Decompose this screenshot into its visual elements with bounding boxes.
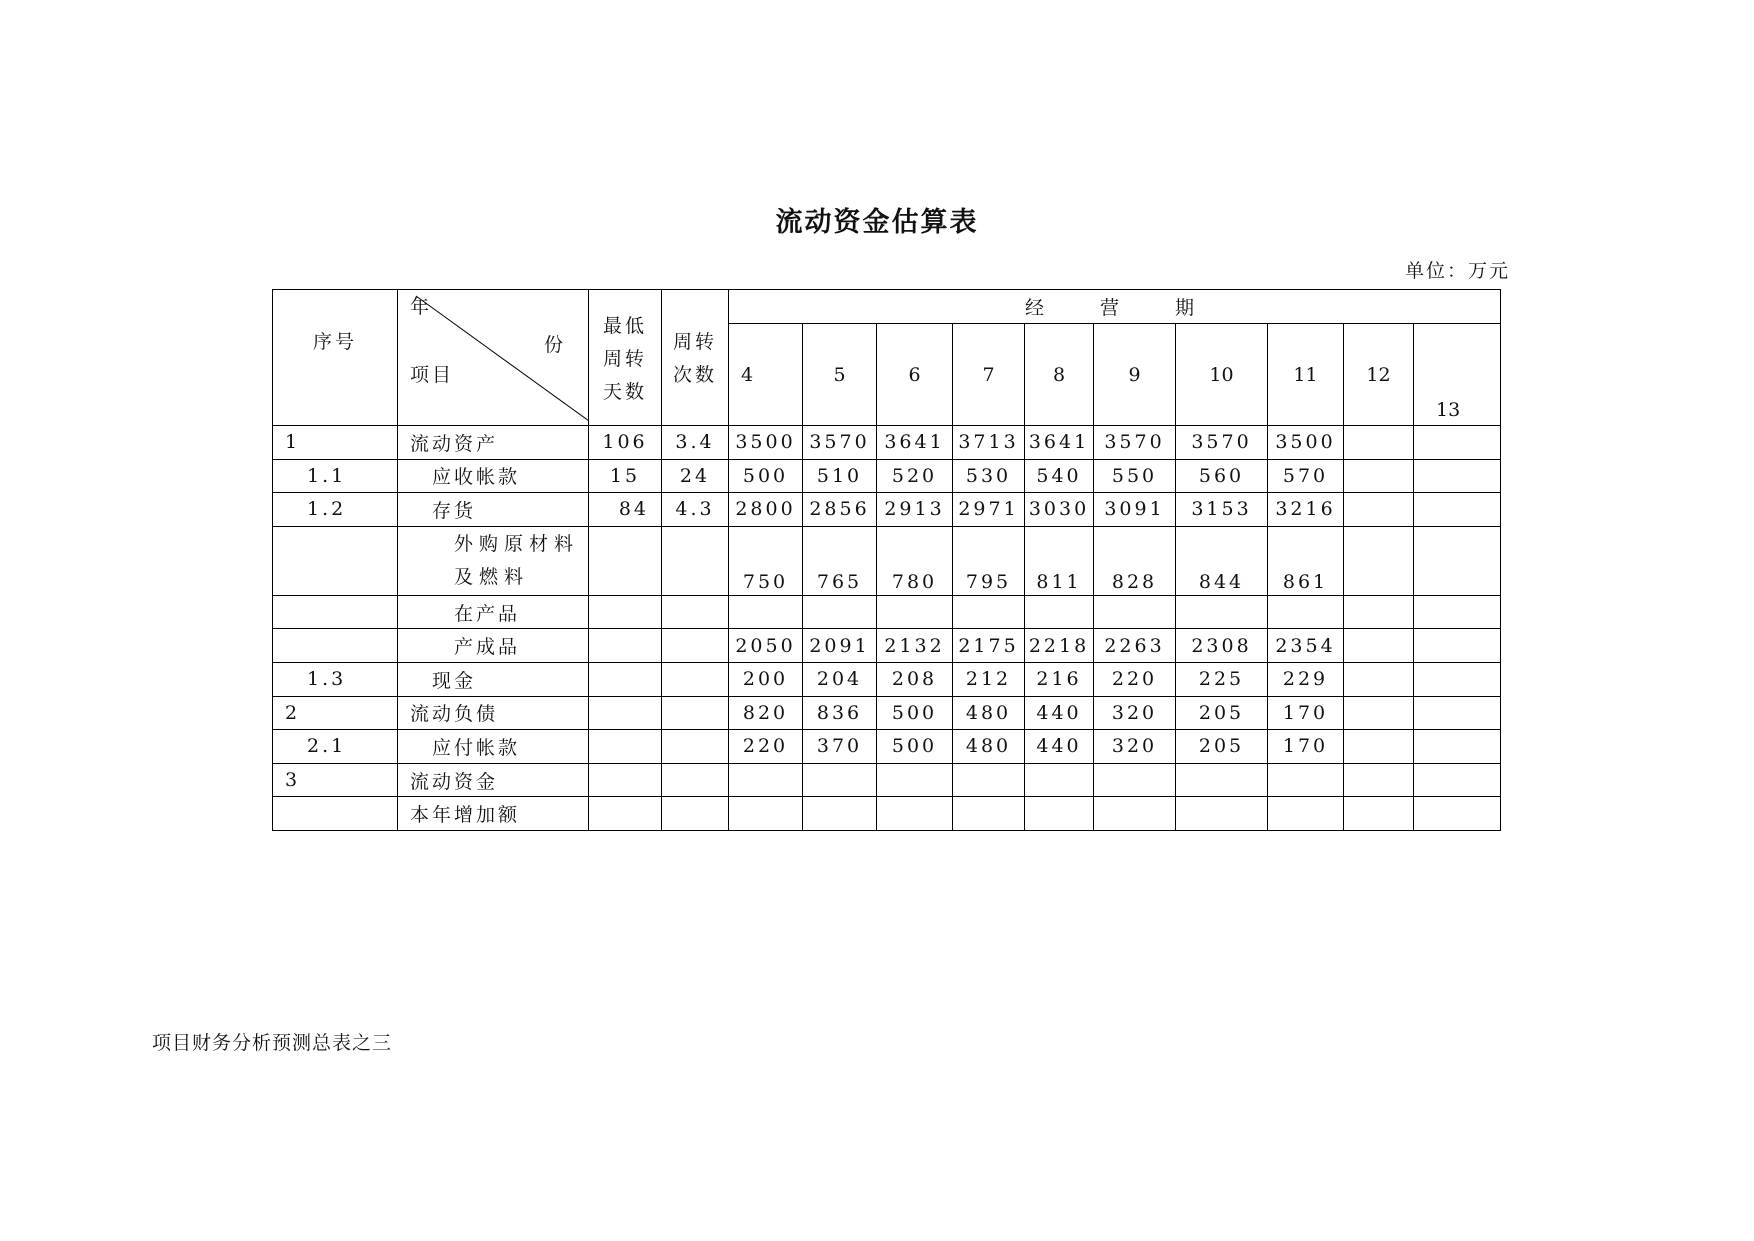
cell-text: 天数 bbox=[602, 381, 647, 403]
table-cell: 370 bbox=[803, 730, 877, 764]
table-cell: 229 bbox=[1268, 662, 1344, 696]
table-cell: 3153 bbox=[1176, 493, 1268, 527]
table-cell: 1.1 bbox=[273, 459, 398, 493]
table-cell: 440 bbox=[1025, 730, 1094, 764]
table-row bbox=[273, 730, 1501, 764]
table-cell bbox=[803, 797, 877, 831]
table-cell: 应付帐款 bbox=[398, 730, 589, 764]
table-cell: 780 bbox=[877, 526, 953, 595]
table-cell bbox=[589, 662, 662, 696]
table-cell bbox=[1344, 797, 1414, 831]
table-cell: 570 bbox=[1268, 459, 1344, 493]
table-cell bbox=[877, 595, 953, 629]
table-cell bbox=[1414, 493, 1501, 527]
table-cell bbox=[589, 730, 662, 764]
table-cell: 828 bbox=[1094, 526, 1176, 595]
header-year-label: 年 bbox=[410, 296, 433, 318]
table-cell: 225 bbox=[1176, 662, 1268, 696]
table-cell bbox=[1414, 595, 1501, 629]
table-cell: 320 bbox=[1094, 696, 1176, 730]
table-cell: 208 bbox=[877, 662, 953, 696]
table-cell: 产成品 bbox=[398, 629, 589, 663]
table-cell: 500 bbox=[877, 730, 953, 764]
table-cell: 3 bbox=[273, 763, 398, 797]
table-cell: 存货 bbox=[398, 493, 589, 527]
table-cell bbox=[1414, 662, 1501, 696]
year-col-10: 10 bbox=[1176, 324, 1268, 426]
table-cell: 500 bbox=[729, 459, 803, 493]
table-row bbox=[273, 629, 1501, 663]
table-cell: 15 bbox=[589, 459, 662, 493]
year-col-4: 4 bbox=[729, 324, 803, 426]
table-cell bbox=[662, 595, 729, 629]
table-cell bbox=[273, 595, 398, 629]
table-cell bbox=[1344, 595, 1414, 629]
table-cell bbox=[1025, 595, 1094, 629]
table-cell: 3570 bbox=[803, 426, 877, 460]
cell-text: 经 bbox=[1025, 297, 1045, 319]
table-cell bbox=[589, 797, 662, 831]
header-diagonal-cell bbox=[398, 290, 589, 426]
table-cell: 24 bbox=[662, 459, 729, 493]
table-cell bbox=[729, 797, 803, 831]
table-cell: 在产品 bbox=[398, 595, 589, 629]
table-cell bbox=[1414, 797, 1501, 831]
table-row bbox=[273, 426, 1501, 460]
header-operating-period bbox=[729, 290, 1501, 324]
header-row-1 bbox=[273, 290, 1501, 324]
table-cell: 530 bbox=[953, 459, 1025, 493]
table-cell: 2 bbox=[273, 696, 398, 730]
table-cell: 2354 bbox=[1268, 629, 1344, 663]
year-col-6: 6 bbox=[877, 324, 953, 426]
table-cell bbox=[589, 595, 662, 629]
table-cell bbox=[273, 797, 398, 831]
table-cell: 212 bbox=[953, 662, 1025, 696]
table-cell: 3570 bbox=[1176, 426, 1268, 460]
table-cell bbox=[1414, 763, 1501, 797]
table-cell bbox=[1344, 426, 1414, 460]
table-cell bbox=[589, 629, 662, 663]
table-cell bbox=[1414, 459, 1501, 493]
header-item-label: 项目 bbox=[410, 364, 455, 386]
table-cell: 2971 bbox=[953, 493, 1025, 527]
table-row bbox=[273, 797, 1501, 831]
table-cell: 2132 bbox=[877, 629, 953, 663]
table-cell bbox=[1176, 595, 1268, 629]
table-cell bbox=[803, 763, 877, 797]
table-cell bbox=[1414, 629, 1501, 663]
cell-text: 外购原材料 bbox=[454, 532, 580, 555]
table-cell: 2091 bbox=[803, 629, 877, 663]
table-cell bbox=[953, 797, 1025, 831]
table-cell bbox=[803, 595, 877, 629]
table-cell bbox=[877, 797, 953, 831]
table-cell: 170 bbox=[1268, 730, 1344, 764]
table-cell: 480 bbox=[953, 730, 1025, 764]
table-cell: 520 bbox=[877, 459, 953, 493]
table-cell bbox=[1414, 426, 1501, 460]
table-cell: 84 bbox=[589, 493, 662, 527]
table-cell: 1.2 bbox=[273, 493, 398, 527]
table-cell bbox=[662, 797, 729, 831]
table-cell: 流动资产 bbox=[398, 426, 589, 460]
table-cell: 1.3 bbox=[273, 662, 398, 696]
table-cell bbox=[1344, 526, 1414, 595]
table-row bbox=[273, 526, 1501, 595]
table-cell: 216 bbox=[1025, 662, 1094, 696]
table-cell bbox=[1025, 797, 1094, 831]
year-col-11: 11 bbox=[1268, 324, 1344, 426]
table-cell bbox=[662, 662, 729, 696]
table-cell: 2856 bbox=[803, 493, 877, 527]
table-cell: 1 bbox=[273, 426, 398, 460]
working-capital-table bbox=[272, 289, 1501, 831]
table-cell bbox=[1268, 763, 1344, 797]
table-cell bbox=[1025, 763, 1094, 797]
table-cell: 2050 bbox=[729, 629, 803, 663]
table-cell: 应收帐款 bbox=[398, 459, 589, 493]
year-col-12: 12 bbox=[1344, 324, 1414, 426]
table-cell: 4.3 bbox=[662, 493, 729, 527]
table-cell: 2263 bbox=[1094, 629, 1176, 663]
table-cell: 流动负债 bbox=[398, 696, 589, 730]
table-cell bbox=[1094, 595, 1176, 629]
table-cell bbox=[1344, 696, 1414, 730]
cell-text: 周转 bbox=[672, 331, 717, 353]
page-title: 流动资金估算表 bbox=[775, 207, 979, 238]
year-col-7: 7 bbox=[953, 324, 1025, 426]
table-cell: 2.1 bbox=[273, 730, 398, 764]
table-cell: 2218 bbox=[1025, 629, 1094, 663]
footer-caption: 项目财务分析预测总表之三 bbox=[152, 1032, 393, 1054]
header-fen-label: 份 bbox=[543, 334, 566, 356]
table-cell: 795 bbox=[953, 526, 1025, 595]
table-cell: 811 bbox=[1025, 526, 1094, 595]
table-cell bbox=[1344, 730, 1414, 764]
table-cell bbox=[589, 696, 662, 730]
table-cell bbox=[662, 629, 729, 663]
table-cell: 540 bbox=[1025, 459, 1094, 493]
table-cell: 750 bbox=[729, 526, 803, 595]
table-cell bbox=[953, 763, 1025, 797]
table-cell bbox=[1414, 526, 1501, 595]
table-cell: 3216 bbox=[1268, 493, 1344, 527]
table-cell bbox=[589, 526, 662, 595]
table-cell: 320 bbox=[1094, 730, 1176, 764]
table-cell: 流动资金 bbox=[398, 763, 589, 797]
table-cell: 170 bbox=[1268, 696, 1344, 730]
table-cell: 204 bbox=[803, 662, 877, 696]
table-cell bbox=[1094, 797, 1176, 831]
table-cell: 3641 bbox=[877, 426, 953, 460]
table-cell: 861 bbox=[1268, 526, 1344, 595]
cell-text: 期 bbox=[1175, 297, 1195, 319]
table-cell: 220 bbox=[729, 730, 803, 764]
table-cell: 200 bbox=[729, 662, 803, 696]
table-cell: 3500 bbox=[729, 426, 803, 460]
table-cell: 844 bbox=[1176, 526, 1268, 595]
table-cell: 3091 bbox=[1094, 493, 1176, 527]
table-cell: 765 bbox=[803, 526, 877, 595]
table-cell: 560 bbox=[1176, 459, 1268, 493]
table-cell: 820 bbox=[729, 696, 803, 730]
table-cell bbox=[273, 629, 398, 663]
table-cell: 440 bbox=[1025, 696, 1094, 730]
table-cell bbox=[1414, 696, 1501, 730]
table-cell: 3570 bbox=[1094, 426, 1176, 460]
table-row bbox=[273, 763, 1501, 797]
year-col-5: 5 bbox=[803, 324, 877, 426]
table-cell: 2800 bbox=[729, 493, 803, 527]
cell-text bbox=[589, 290, 661, 409]
table-cell bbox=[1414, 730, 1501, 764]
cell-text: 最低 bbox=[602, 315, 647, 337]
cell-text bbox=[662, 290, 728, 392]
table-cell: 106 bbox=[589, 426, 662, 460]
table-cell bbox=[273, 526, 398, 595]
table-cell: 3641 bbox=[1025, 426, 1094, 460]
table-cell bbox=[1344, 629, 1414, 663]
table-cell bbox=[589, 763, 662, 797]
year-col-13: 13 bbox=[1414, 324, 1501, 426]
table-cell: 500 bbox=[877, 696, 953, 730]
table-cell: 3500 bbox=[1268, 426, 1344, 460]
table-cell bbox=[1344, 763, 1414, 797]
table-cell: 550 bbox=[1094, 459, 1176, 493]
table-row bbox=[273, 595, 1501, 629]
table-cell bbox=[398, 526, 589, 595]
table-row bbox=[273, 662, 1501, 696]
year-col-9: 9 bbox=[1094, 324, 1176, 426]
table-cell bbox=[1344, 662, 1414, 696]
table-cell: 3713 bbox=[953, 426, 1025, 460]
header-turns bbox=[662, 290, 729, 426]
table-cell bbox=[662, 526, 729, 595]
table-cell: 现金 bbox=[398, 662, 589, 696]
header-seq bbox=[273, 290, 398, 426]
table-cell bbox=[662, 730, 729, 764]
table-cell: 205 bbox=[1176, 730, 1268, 764]
table-cell: 205 bbox=[1176, 696, 1268, 730]
table-cell bbox=[662, 696, 729, 730]
table-cell bbox=[953, 595, 1025, 629]
table-row bbox=[273, 459, 1501, 493]
table-cell: 2175 bbox=[953, 629, 1025, 663]
cell-text: 营 bbox=[1100, 297, 1120, 319]
table-cell: 510 bbox=[803, 459, 877, 493]
table-cell bbox=[1344, 493, 1414, 527]
table-cell: 2913 bbox=[877, 493, 953, 527]
table-row bbox=[273, 696, 1501, 730]
table-cell: 2308 bbox=[1176, 629, 1268, 663]
table-cell bbox=[1176, 797, 1268, 831]
cell-text: 次数 bbox=[672, 364, 717, 386]
table-cell bbox=[1176, 763, 1268, 797]
table-cell: 本年增加额 bbox=[398, 797, 589, 831]
table-cell bbox=[1094, 763, 1176, 797]
cell-text: 序号 bbox=[312, 331, 357, 353]
cell-text: 周转 bbox=[602, 348, 647, 370]
table-row bbox=[273, 493, 1501, 527]
table-cell: 3.4 bbox=[662, 426, 729, 460]
table-cell bbox=[877, 763, 953, 797]
table-cell bbox=[1268, 797, 1344, 831]
table-cell bbox=[729, 763, 803, 797]
header-min-days bbox=[589, 290, 662, 426]
table-cell bbox=[1268, 595, 1344, 629]
year-col-8: 8 bbox=[1025, 324, 1094, 426]
table-cell bbox=[1344, 459, 1414, 493]
table-cell bbox=[729, 595, 803, 629]
table-cell: 220 bbox=[1094, 662, 1176, 696]
cell-text: 及燃料 bbox=[454, 565, 530, 588]
unit-label: 单位：万元 bbox=[1404, 260, 1510, 282]
table-cell: 480 bbox=[953, 696, 1025, 730]
table-cell: 836 bbox=[803, 696, 877, 730]
table-cell bbox=[662, 763, 729, 797]
table-cell: 3030 bbox=[1025, 493, 1094, 527]
